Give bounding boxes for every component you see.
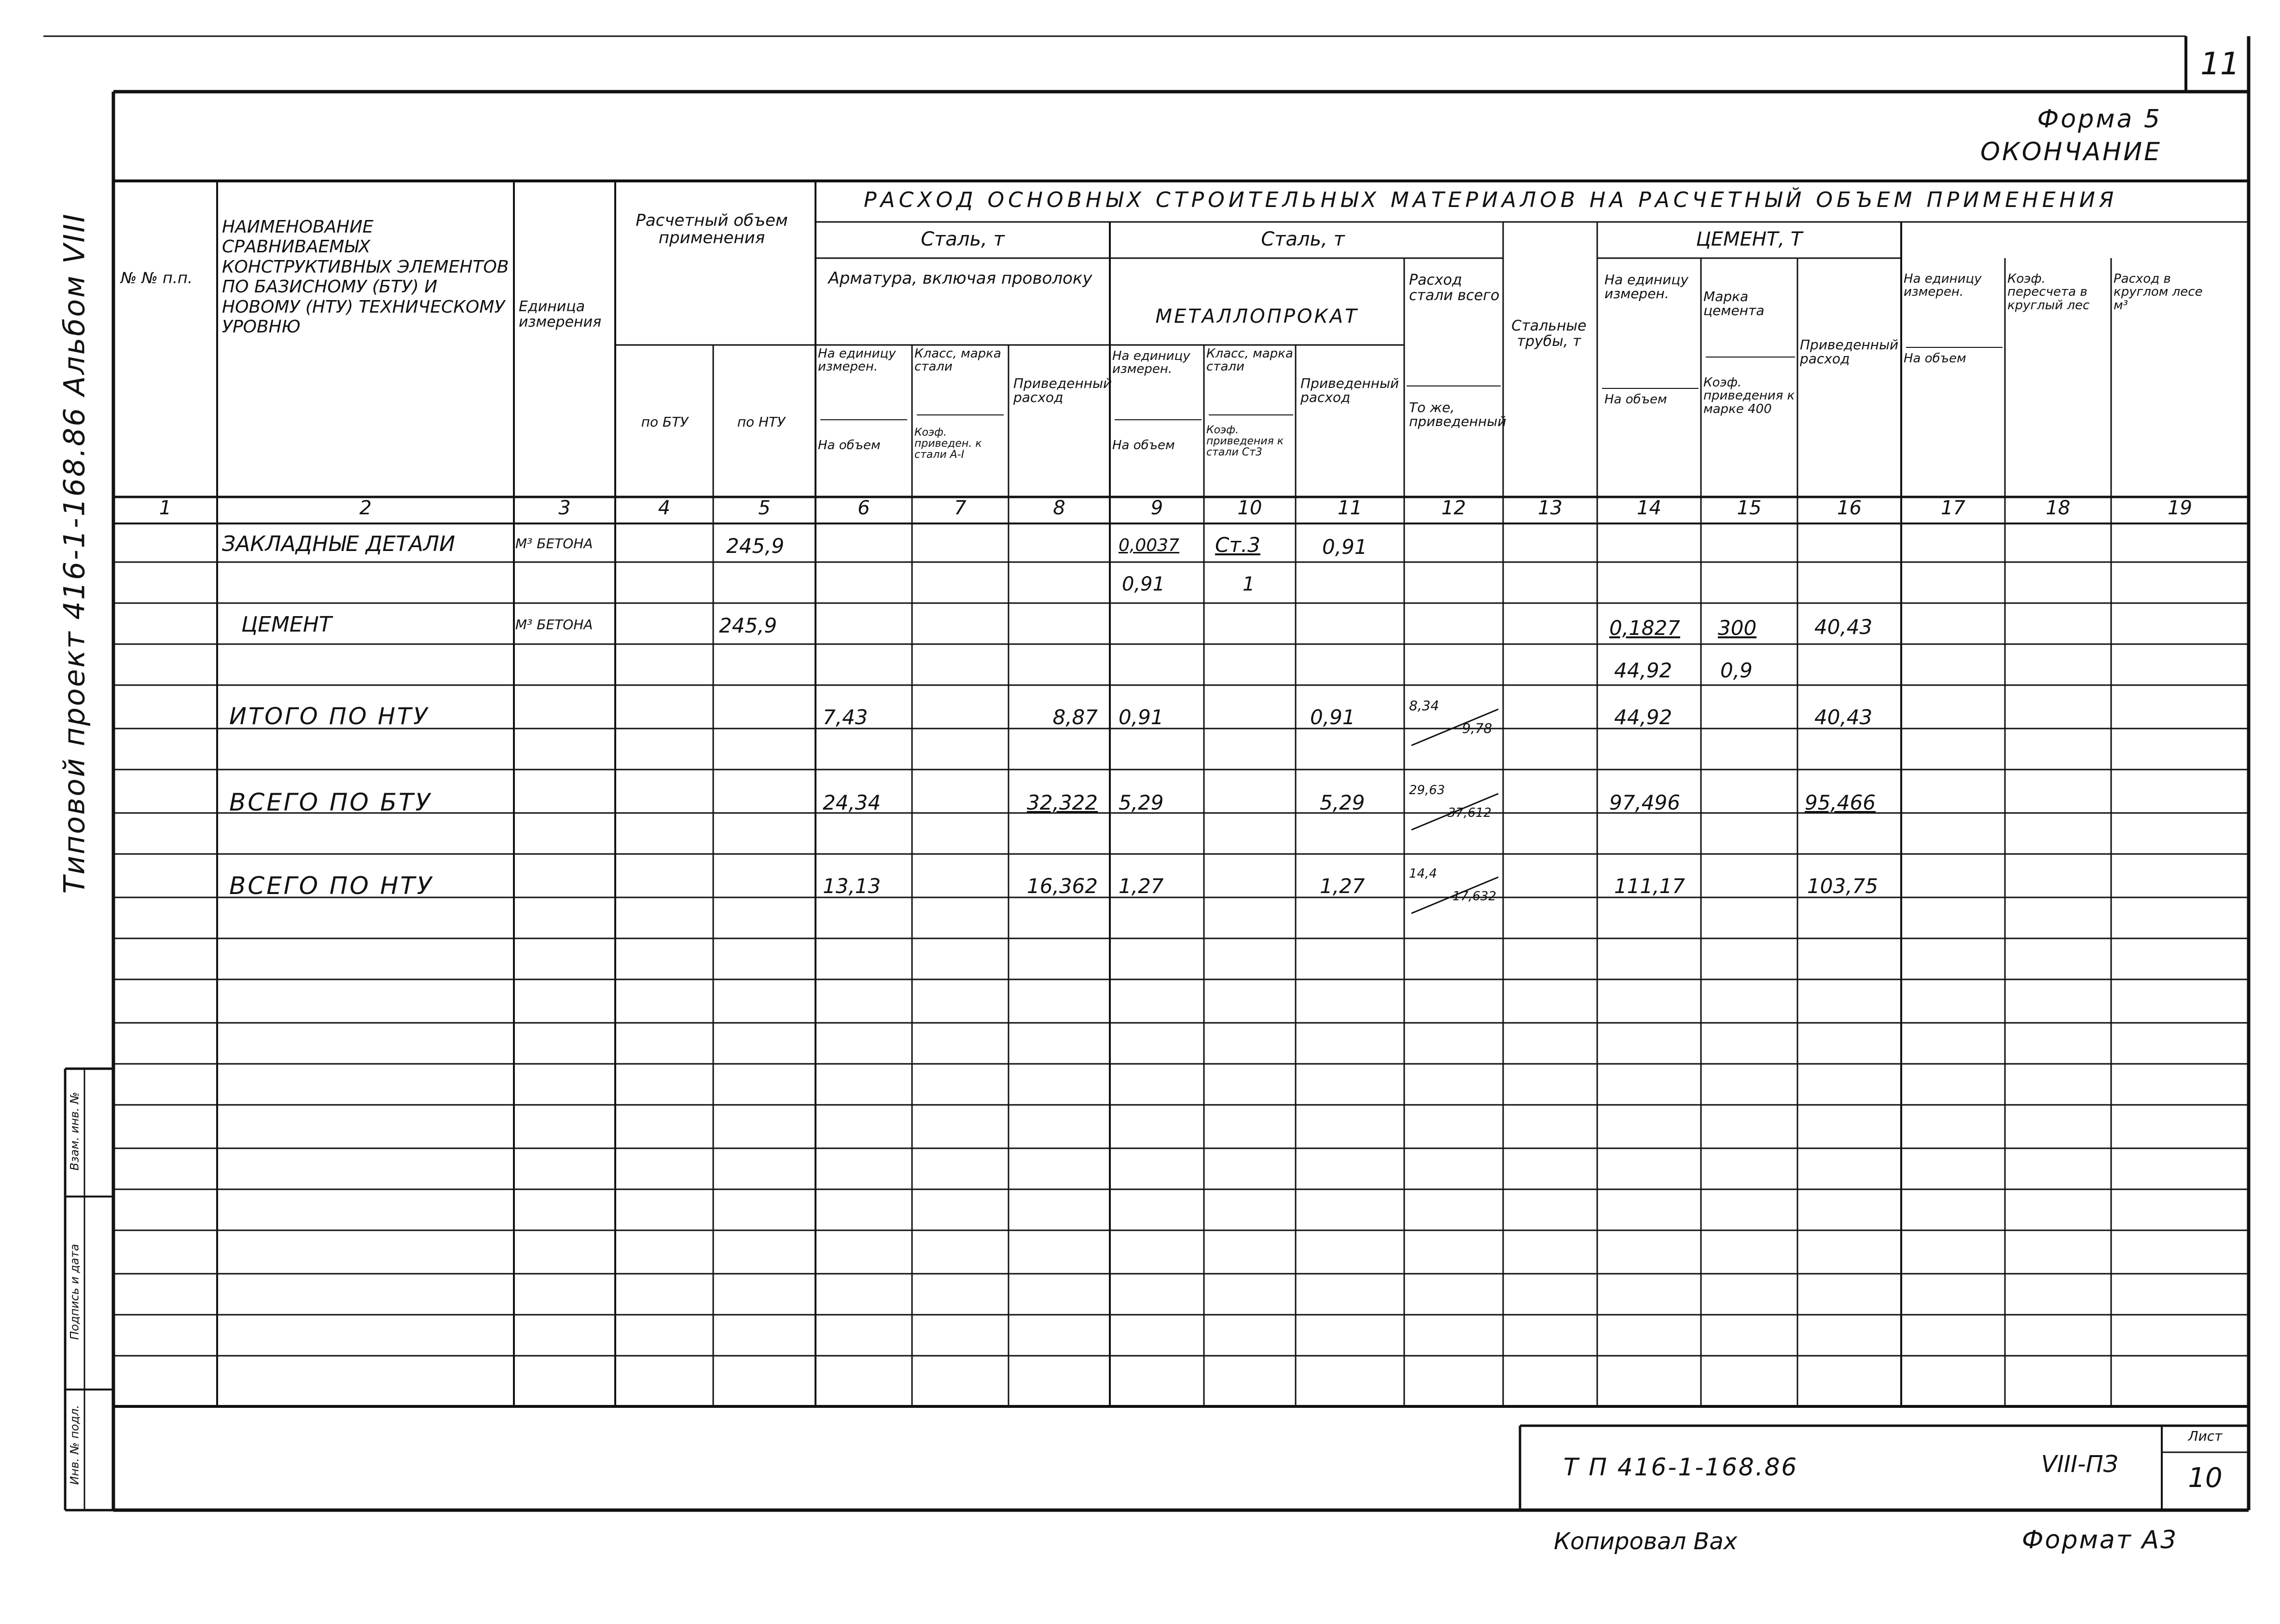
row-c14-vsego-btu: 97,496 [1609,791,1680,814]
row-c14-itogo: 44,92 [1614,705,1672,729]
column-number: 10 [1237,497,1262,519]
column-number: 1 [159,497,172,519]
header-num: № № п.п. [121,269,193,287]
row-c12b-vsego-btu: 37,612 [1448,806,1492,820]
column-number: 3 [558,497,571,519]
stamp-podpis: Подпись и дата [68,1244,82,1340]
row-unit-zakladnye: М³ БЕТОНА [515,536,593,551]
row-name-zakladnye: ЗАКЛАДНЫЕ ДЕТАЛИ [222,532,456,556]
column-number: 8 [1053,497,1065,519]
row-c11-itogo: 0,91 [1310,705,1355,729]
title-album-sheet: VIII-ПЗ [2041,1451,2118,1478]
column-number: 19 [2168,497,2192,519]
title-code: Т П 416-1-168.86 [1563,1453,1798,1481]
column-number: 4 [658,497,671,519]
header-c9-top: На единицу измерен. [1112,349,1190,377]
header-c17-top: На единицу измерен. [1904,272,1982,300]
row-name-cement: ЦЕМЕНТ [241,612,332,637]
row-c9b-zakladnye: 0,91 [1122,573,1165,595]
row-c12b-vsego-ntu: 17,632 [1452,889,1496,904]
row-v5-cement: 245,9 [719,614,777,637]
header-c14-bot: На объем [1604,392,1667,407]
header-steel-armature: Сталь, т [921,228,1005,250]
header-c19: Расход в круглом лесе м³ [2114,272,2203,313]
column-number: 16 [1837,497,1862,519]
header-c11: Приведенный расход [1300,375,1399,406]
header-c14-top: На единицу измерен. [1604,272,1689,302]
row-c12a-vsego-ntu: 14,4 [1409,867,1437,881]
header-unit: Единица измерения [519,298,602,330]
header-c7-bot: Коэф. приведен. к стали А-I [914,427,982,461]
row-name-vsego-btu: ВСЕГО ПО БТУ [229,788,432,816]
header-steel-metal: Сталь, т [1261,228,1345,250]
header-c6-bot: На объем [818,438,881,453]
form-label: Форма 5 [2037,105,2162,134]
row-c14-vsego-ntu: 111,17 [1614,874,1685,898]
title-sheet-number: 10 [2188,1462,2223,1494]
row-c9-vsego-btu: 5,29 [1119,791,1164,814]
column-number: 17 [1941,497,1965,519]
row-c11-vsego-ntu: 1,27 [1320,874,1365,898]
header-volume: Расчетный объем применения [636,211,788,248]
header-c10-bot: Коэф. приведения к стали Ст3 [1206,424,1284,459]
header-c15-top: Марка цемента [1703,289,1765,319]
header-c8: Приведенный расход [1013,375,1112,406]
row-c6-vsego-btu: 24,34 [823,791,881,814]
side-title: Типовой проект 416-1-168.86 Альбом VIII [57,212,92,894]
row-c10a-zakladnye: Ст.3 [1215,533,1260,557]
header-cement: ЦЕМЕНТ, Т [1696,228,1803,250]
row-name-itogo: ИТОГО ПО НТУ [229,703,429,730]
header-c12-top: Расход стали всего [1409,272,1500,304]
column-number: 6 [857,497,870,519]
row-v5-zakladnye: 245,9 [726,534,785,558]
header-c12-bot: То же, приведенный [1409,399,1506,430]
column-number: 15 [1737,497,1762,519]
header-name: НАИМЕНОВАНИЕ СРАВНИВАЕМЫХ КОНСТРУКТИВНЫХ ЭЛЕМЕНТОВ ПО БАЗИСНОМУ (БТУ) И НОВОМУ (НТУ) ТЕХНИЧЕСКОМУ УРОВНЮ [222,217,509,337]
footer-format: Формат А3 [2022,1526,2178,1555]
row-c16-vsego-btu: 95,466 [1805,791,1876,814]
header-po-ntu: по НТУ [737,414,786,430]
row-c12b-itogo: 9,78 [1462,720,1492,736]
row-c6-itogo: 7,43 [823,705,868,729]
row-name-vsego-ntu: ВСЕГО ПО НТУ [229,872,434,900]
header-c17-bot: На объем [1904,351,1966,366]
row-c16-vsego-ntu: 103,75 [1807,874,1878,898]
header-metalloprokat: МЕТАЛЛОПРОКАТ [1155,305,1359,328]
row-c8-vsego-ntu: 16,362 [1027,874,1098,898]
header-c16: Приведенный расход [1800,337,1899,367]
header-c10-top: Класс, марка стали [1206,346,1293,374]
row-c15a-cement: 300 [1718,616,1757,640]
column-number: 9 [1150,497,1163,519]
header-c15-bot: Коэф. приведения к марке 400 [1703,375,1795,416]
column-number: 18 [2045,497,2071,519]
row-c16-itogo: 40,43 [1814,705,1873,729]
column-number: 13 [1538,497,1562,519]
row-c9-itogo: 0,91 [1119,705,1164,729]
header-c7-top: Класс, марка стали [914,346,1001,374]
header-c18: Коэф. пересчета в круглый лес [2007,272,2090,313]
row-c14a-cement: 0,1827 [1609,616,1680,640]
stamp-inv-podl: Инв. № подл. [68,1404,82,1485]
header-armature: Арматура, включая проволоку [828,269,1092,288]
row-c15b-cement: 0,9 [1720,659,1753,682]
header-group: РАСХОД ОСНОВНЫХ СТРОИТЕЛЬНЫХ МАТЕРИАЛОВ НА РАСЧЕТНЫЙ ОБЪЕМ ПРИМЕНЕНИЯ [864,188,2118,212]
row-c9a-zakladnye: 0,0037 [1119,536,1179,555]
footer-copied: Копировал Вах [1554,1528,1738,1555]
row-c12a-vsego-btu: 29,63 [1409,783,1445,798]
row-c10b-zakladnye: 1 [1243,573,1255,595]
column-number: 2 [359,497,372,519]
row-c12a-itogo: 8,34 [1409,698,1439,714]
row-c6-vsego-ntu: 13,13 [823,874,881,898]
stamp-vzam: Взам. инв. № [68,1092,82,1171]
header-po-btu: по БТУ [641,414,689,430]
row-c11-zakladnye: 0,91 [1322,535,1368,559]
page-number: 11 [2200,46,2240,82]
row-c9-vsego-ntu: 1,27 [1119,874,1164,898]
row-c16-cement: 40,43 [1814,615,1873,639]
row-c11-vsego-btu: 5,29 [1320,791,1365,814]
header-c9-bot: На объем [1112,438,1175,453]
column-number: 12 [1441,497,1466,519]
column-number: 14 [1637,497,1661,519]
form-subtitle: ОКОНЧАНИЕ [1980,138,2162,166]
row-c8-vsego-btu: 32,322 [1027,791,1098,814]
title-sheet-label: Лист [2188,1428,2223,1444]
row-unit-cement: М³ БЕТОНА [515,617,593,633]
row-c8-itogo: 8,87 [1052,705,1098,729]
header-c13: Стальные трубы, т [1511,317,1587,350]
column-number: 7 [954,497,967,519]
row-c14b-cement: 44,92 [1614,659,1672,682]
header-c6-top: На единицу измерен. [818,346,896,374]
column-number: 11 [1338,497,1362,519]
column-number: 5 [758,497,771,519]
